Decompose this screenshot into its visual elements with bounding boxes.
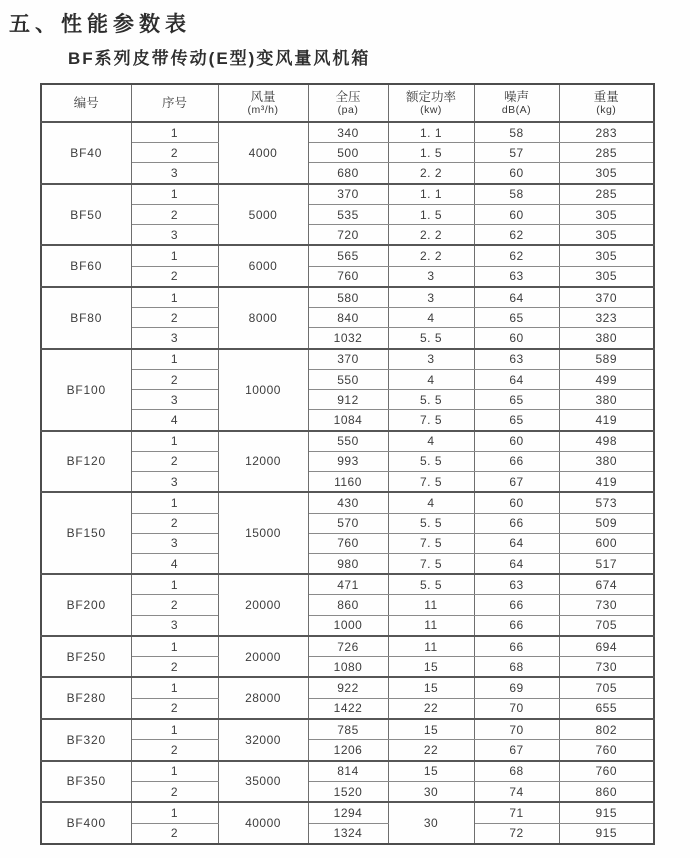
noise-cell: 70 <box>474 719 559 740</box>
seq-cell: 3 <box>131 225 218 246</box>
weight-cell: 285 <box>559 143 654 163</box>
power-cell: 30 <box>388 802 474 844</box>
airflow-cell: 32000 <box>218 719 308 761</box>
weight-cell: 589 <box>559 349 654 370</box>
table-row <box>41 823 654 844</box>
col-header-weight <box>559 84 654 122</box>
noise-cell: 67 <box>474 472 559 493</box>
col-header-power-unit: (kw) <box>420 104 442 117</box>
table-row <box>41 205 654 225</box>
seq-cell: 1 <box>131 574 218 595</box>
pressure-cell: 760 <box>308 266 388 287</box>
seq-cell: 1 <box>131 802 218 823</box>
pressure-cell: 726 <box>308 636 388 657</box>
power-cell: 2. 2 <box>388 225 474 246</box>
power-cell: 4 <box>388 492 474 513</box>
pressure-cell: 1080 <box>308 657 388 678</box>
power-cell: 7. 5 <box>388 410 474 431</box>
table-row <box>41 390 654 410</box>
seq-cell: 2 <box>131 370 218 390</box>
noise-cell: 62 <box>474 245 559 266</box>
noise-cell: 58 <box>474 184 559 205</box>
table-row <box>41 328 654 349</box>
airflow-cell: 28000 <box>218 677 308 719</box>
seq-cell: 2 <box>131 657 218 678</box>
power-cell: 5. 5 <box>388 513 474 533</box>
model-cell: BF250 <box>41 636 131 678</box>
noise-cell: 64 <box>474 553 559 574</box>
airflow-cell: 15000 <box>218 492 308 574</box>
power-cell: 3 <box>388 266 474 287</box>
noise-cell: 68 <box>474 657 559 678</box>
model-cell: BF320 <box>41 719 131 761</box>
table-row <box>41 287 654 308</box>
model-cell: BF60 <box>41 245 131 287</box>
power-cell: 4 <box>388 370 474 390</box>
seq-cell: 2 <box>131 308 218 328</box>
airflow-cell: 10000 <box>218 349 308 431</box>
weight-cell: 419 <box>559 410 654 431</box>
table-row <box>41 225 654 246</box>
weight-cell: 802 <box>559 719 654 740</box>
weight-cell: 600 <box>559 533 654 553</box>
noise-cell: 65 <box>474 410 559 431</box>
col-header-model-label: 编号 <box>73 95 99 110</box>
seq-cell: 2 <box>131 451 218 471</box>
table-row <box>41 574 654 595</box>
table-row <box>41 472 654 493</box>
pressure-cell: 430 <box>308 492 388 513</box>
weight-cell: 323 <box>559 308 654 328</box>
pressure-cell: 580 <box>308 287 388 308</box>
airflow-cell: 12000 <box>218 431 308 493</box>
weight-cell: 694 <box>559 636 654 657</box>
noise-cell: 68 <box>474 761 559 782</box>
weight-cell: 915 <box>559 823 654 844</box>
noise-cell: 66 <box>474 451 559 471</box>
pressure-cell: 912 <box>308 390 388 410</box>
col-header-noise-label: 噪声 <box>503 89 529 104</box>
weight-cell: 283 <box>559 122 654 143</box>
pressure-cell: 993 <box>308 451 388 471</box>
weight-cell: 380 <box>559 328 654 349</box>
seq-cell: 1 <box>131 677 218 698</box>
model-cell: BF100 <box>41 349 131 431</box>
airflow-cell: 6000 <box>218 245 308 287</box>
weight-cell: 499 <box>559 370 654 390</box>
weight-cell: 573 <box>559 492 654 513</box>
power-cell: 5. 5 <box>388 574 474 595</box>
pressure-cell: 720 <box>308 225 388 246</box>
table-row <box>41 802 654 823</box>
col-header-airflow <box>218 84 308 122</box>
table-row <box>41 184 654 205</box>
pressure-cell: 471 <box>308 574 388 595</box>
seq-cell: 1 <box>131 431 218 452</box>
power-cell: 22 <box>388 740 474 761</box>
weight-cell: 760 <box>559 761 654 782</box>
seq-cell: 1 <box>131 287 218 308</box>
weight-cell: 380 <box>559 390 654 410</box>
noise-cell: 63 <box>474 266 559 287</box>
table-row <box>41 533 654 553</box>
pressure-cell: 1032 <box>308 328 388 349</box>
noise-cell: 72 <box>474 823 559 844</box>
noise-cell: 66 <box>474 513 559 533</box>
table-row <box>41 615 654 636</box>
weight-cell: 305 <box>559 245 654 266</box>
table-row <box>41 370 654 390</box>
power-cell: 3 <box>388 287 474 308</box>
weight-cell: 305 <box>559 205 654 225</box>
table-row <box>41 492 654 513</box>
noise-cell: 74 <box>474 781 559 802</box>
pressure-cell: 785 <box>308 719 388 740</box>
model-cell: BF350 <box>41 761 131 803</box>
seq-cell: 1 <box>131 492 218 513</box>
table-row <box>41 266 654 287</box>
power-cell: 1. 5 <box>388 205 474 225</box>
seq-cell: 1 <box>131 761 218 782</box>
seq-cell: 1 <box>131 122 218 143</box>
noise-cell: 60 <box>474 328 559 349</box>
power-cell: 4 <box>388 308 474 328</box>
weight-cell: 730 <box>559 595 654 615</box>
noise-cell: 64 <box>474 370 559 390</box>
weight-cell: 860 <box>559 781 654 802</box>
table-row <box>41 513 654 533</box>
model-cell: BF150 <box>41 492 131 574</box>
page-title: 五、性能参数表 <box>9 13 191 36</box>
table-row <box>41 677 654 698</box>
noise-cell: 60 <box>474 205 559 225</box>
pressure-cell: 1422 <box>308 698 388 719</box>
noise-cell: 70 <box>474 698 559 719</box>
table-row <box>41 553 654 574</box>
table-row <box>41 781 654 802</box>
seq-cell: 2 <box>131 698 218 719</box>
power-cell: 5. 5 <box>388 328 474 349</box>
noise-cell: 58 <box>474 122 559 143</box>
col-header-power <box>388 84 474 122</box>
seq-cell: 3 <box>131 163 218 184</box>
pressure-cell: 535 <box>308 205 388 225</box>
weight-cell: 380 <box>559 451 654 471</box>
power-cell: 1. 1 <box>388 184 474 205</box>
power-cell: 11 <box>388 595 474 615</box>
power-cell: 2. 2 <box>388 163 474 184</box>
col-header-weight-unit: (kg) <box>596 104 617 117</box>
airflow-cell: 4000 <box>218 122 308 184</box>
table-row <box>41 636 654 657</box>
seq-cell: 2 <box>131 823 218 844</box>
airflow-cell: 5000 <box>218 184 308 246</box>
noise-cell: 66 <box>474 636 559 657</box>
noise-cell: 62 <box>474 225 559 246</box>
table-row <box>41 349 654 370</box>
noise-cell: 71 <box>474 802 559 823</box>
weight-cell: 705 <box>559 615 654 636</box>
noise-cell: 64 <box>474 533 559 553</box>
power-cell: 15 <box>388 657 474 678</box>
table-row <box>41 595 654 615</box>
power-cell: 11 <box>388 636 474 657</box>
power-cell: 7. 5 <box>388 472 474 493</box>
seq-cell: 3 <box>131 533 218 553</box>
pressure-cell: 680 <box>308 163 388 184</box>
noise-cell: 60 <box>474 492 559 513</box>
col-header-airflow-unit: (m³/h) <box>247 104 279 117</box>
table-row <box>41 719 654 740</box>
pressure-cell: 1084 <box>308 410 388 431</box>
noise-cell: 64 <box>474 287 559 308</box>
seq-cell: 4 <box>131 410 218 431</box>
table-row <box>41 308 654 328</box>
col-header-power-label: 额定功率 <box>405 89 456 104</box>
seq-cell: 3 <box>131 615 218 636</box>
table-row <box>41 143 654 163</box>
seq-cell: 2 <box>131 143 218 163</box>
weight-cell: 305 <box>559 225 654 246</box>
table-row <box>41 761 654 782</box>
power-cell: 2. 2 <box>388 245 474 266</box>
noise-cell: 69 <box>474 677 559 698</box>
noise-cell: 65 <box>474 308 559 328</box>
noise-cell: 66 <box>474 595 559 615</box>
col-header-seq-label: 序号 <box>161 95 187 110</box>
seq-cell: 1 <box>131 636 218 657</box>
model-cell: BF80 <box>41 287 131 349</box>
seq-cell: 1 <box>131 184 218 205</box>
pressure-cell: 340 <box>308 122 388 143</box>
table-row <box>41 245 654 266</box>
weight-cell: 730 <box>559 657 654 678</box>
col-header-weight-label: 重量 <box>593 89 619 104</box>
model-cell: BF200 <box>41 574 131 636</box>
pressure-cell: 860 <box>308 595 388 615</box>
table-row <box>41 657 654 678</box>
power-cell: 3 <box>388 349 474 370</box>
table-row <box>41 410 654 431</box>
seq-cell: 3 <box>131 328 218 349</box>
seq-cell: 1 <box>131 349 218 370</box>
seq-cell: 2 <box>131 205 218 225</box>
weight-cell: 419 <box>559 472 654 493</box>
weight-cell: 370 <box>559 287 654 308</box>
weight-cell: 285 <box>559 184 654 205</box>
power-cell: 15 <box>388 677 474 698</box>
power-cell: 7. 5 <box>388 533 474 553</box>
model-cell: BF400 <box>41 802 131 844</box>
power-cell: 1. 1 <box>388 122 474 143</box>
airflow-cell: 40000 <box>218 802 308 844</box>
col-header-pressure-unit: (pa) <box>337 104 359 117</box>
pressure-cell: 840 <box>308 308 388 328</box>
col-header-model <box>41 84 131 122</box>
pressure-cell: 1160 <box>308 472 388 493</box>
noise-cell: 60 <box>474 431 559 452</box>
table-header <box>41 84 654 122</box>
power-cell: 15 <box>388 719 474 740</box>
weight-cell: 509 <box>559 513 654 533</box>
power-cell: 30 <box>388 781 474 802</box>
pressure-cell: 550 <box>308 370 388 390</box>
weight-cell: 305 <box>559 266 654 287</box>
airflow-cell: 20000 <box>218 636 308 678</box>
model-cell: BF280 <box>41 677 131 719</box>
pressure-cell: 980 <box>308 553 388 574</box>
power-cell: 5. 5 <box>388 451 474 471</box>
pressure-cell: 922 <box>308 677 388 698</box>
seq-cell: 2 <box>131 781 218 802</box>
table-row <box>41 451 654 471</box>
seq-cell: 2 <box>131 266 218 287</box>
seq-cell: 4 <box>131 553 218 574</box>
pressure-cell: 1000 <box>308 615 388 636</box>
table-row <box>41 431 654 452</box>
weight-cell: 498 <box>559 431 654 452</box>
noise-cell: 63 <box>474 349 559 370</box>
noise-cell: 66 <box>474 615 559 636</box>
seq-cell: 2 <box>131 513 218 533</box>
power-cell: 7. 5 <box>388 553 474 574</box>
seq-cell: 2 <box>131 740 218 761</box>
model-cell: BF120 <box>41 431 131 493</box>
seq-cell: 1 <box>131 719 218 740</box>
power-cell: 4 <box>388 431 474 452</box>
pressure-cell: 565 <box>308 245 388 266</box>
col-header-seq <box>131 84 218 122</box>
table-row <box>41 122 654 143</box>
table-row <box>41 698 654 719</box>
pressure-cell: 1324 <box>308 823 388 844</box>
weight-cell: 655 <box>559 698 654 719</box>
seq-cell: 2 <box>131 595 218 615</box>
weight-cell: 760 <box>559 740 654 761</box>
weight-cell: 517 <box>559 553 654 574</box>
noise-cell: 65 <box>474 390 559 410</box>
pressure-cell: 570 <box>308 513 388 533</box>
table-body <box>41 122 654 844</box>
model-cell: BF40 <box>41 122 131 184</box>
table-subtitle: BF系列皮带传动(E型)变风量风机箱 <box>68 49 371 68</box>
seq-cell: 3 <box>131 390 218 410</box>
pressure-cell: 500 <box>308 143 388 163</box>
noise-cell: 57 <box>474 143 559 163</box>
model-cell: BF50 <box>41 184 131 246</box>
seq-cell: 3 <box>131 472 218 493</box>
pressure-cell: 370 <box>308 349 388 370</box>
table-row <box>41 740 654 761</box>
seq-cell: 1 <box>131 245 218 266</box>
power-cell: 15 <box>388 761 474 782</box>
power-cell: 5. 5 <box>388 390 474 410</box>
weight-cell: 305 <box>559 163 654 184</box>
power-cell: 22 <box>388 698 474 719</box>
col-header-airflow-label: 风量 <box>250 89 276 104</box>
pressure-cell: 814 <box>308 761 388 782</box>
pressure-cell: 760 <box>308 533 388 553</box>
airflow-cell: 35000 <box>218 761 308 803</box>
weight-cell: 705 <box>559 677 654 698</box>
performance-table <box>40 83 655 845</box>
power-cell: 1. 5 <box>388 143 474 163</box>
col-header-pressure-label: 全压 <box>335 89 361 104</box>
noise-cell: 63 <box>474 574 559 595</box>
power-cell: 11 <box>388 615 474 636</box>
col-header-noise <box>474 84 559 122</box>
weight-cell: 915 <box>559 802 654 823</box>
noise-cell: 60 <box>474 163 559 184</box>
pressure-cell: 1206 <box>308 740 388 761</box>
col-header-pressure <box>308 84 388 122</box>
airflow-cell: 20000 <box>218 574 308 636</box>
pressure-cell: 1520 <box>308 781 388 802</box>
pressure-cell: 370 <box>308 184 388 205</box>
weight-cell: 674 <box>559 574 654 595</box>
table-row <box>41 163 654 184</box>
noise-cell: 67 <box>474 740 559 761</box>
airflow-cell: 8000 <box>218 287 308 349</box>
col-header-noise-unit: dB(A) <box>501 104 532 117</box>
pressure-cell: 1294 <box>308 802 388 823</box>
pressure-cell: 550 <box>308 431 388 452</box>
